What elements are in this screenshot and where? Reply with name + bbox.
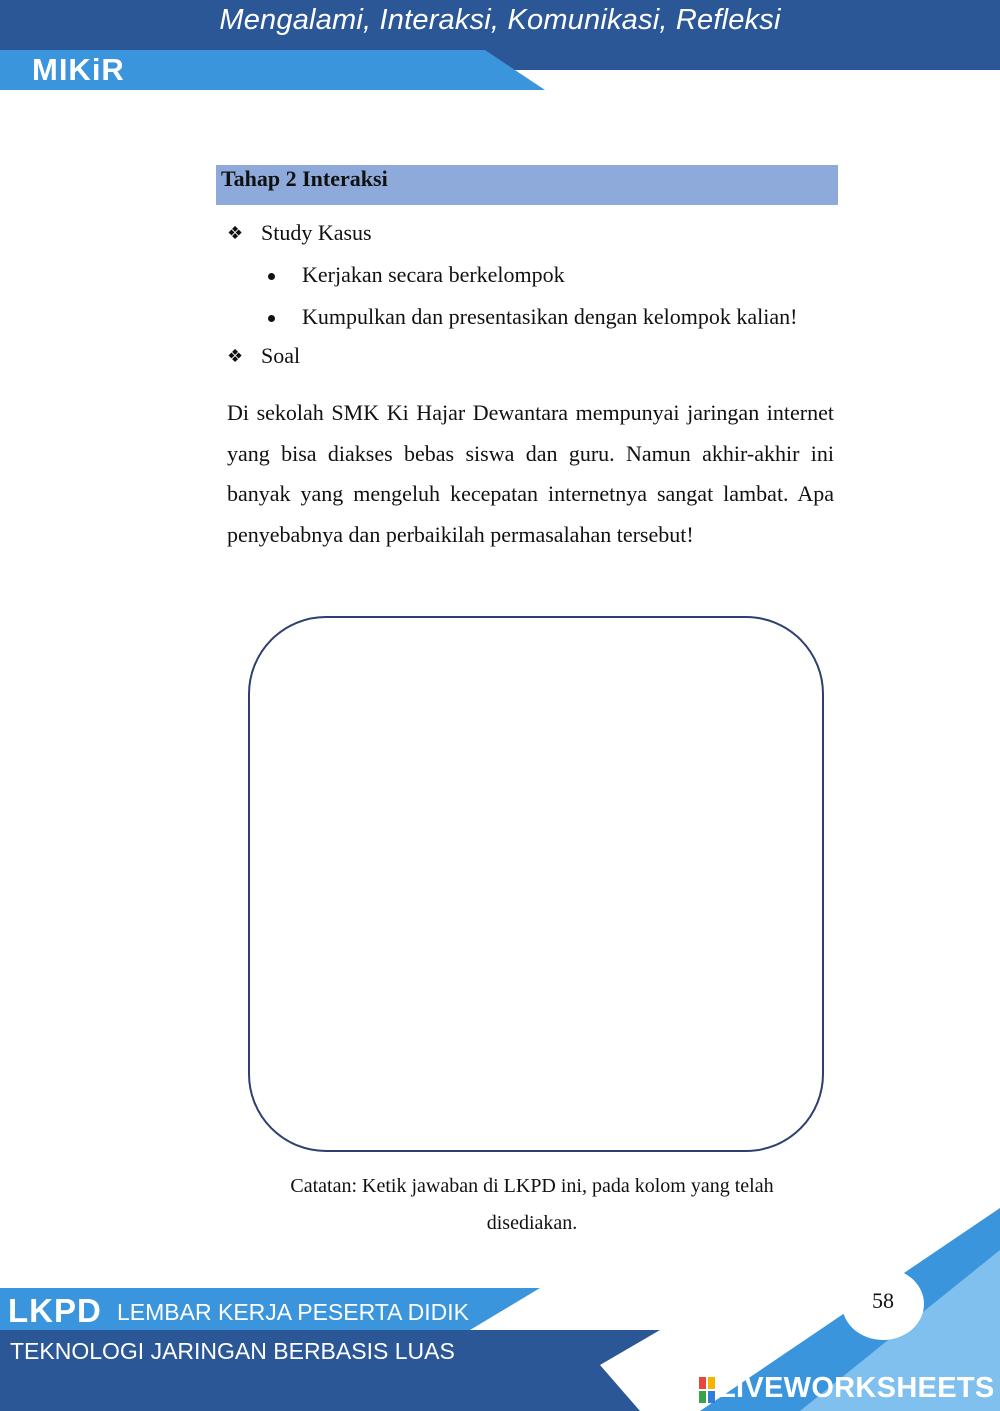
problem-text: Di sekolah SMK Ki Hajar Dewantara mempunyai jaringan internet yang bisa diakses bebas siswa dan guru. Namun akhir-akhir ini banyak yang mengeluh kecepatan internetnya sangat lambat. Apa penyebabnya dan perbaikilah permasalahan tersebut! — [227, 400, 834, 547]
liveworksheets-watermark: LIVEWORKSHEETS — [718, 1372, 995, 1404]
section-title: Tahap 2 Interaksi — [221, 166, 388, 191]
list-item: Kumpulkan dan presentasikan dengan kelompok kalian! — [302, 304, 798, 329]
answer-box[interactable] — [248, 616, 824, 1152]
course-title: TEKNOLOGI JARINGAN BERBASIS LUAS — [10, 1338, 455, 1364]
header-title: Mengalami, Interaksi, Komunikasi, Refleksi — [219, 4, 781, 36]
lkpd-logo: LKPD — [8, 1292, 102, 1329]
bullet-dot-icon — [268, 273, 275, 280]
study-label: Study Kasus — [261, 220, 372, 245]
list-item: Kerjakan secara berkelompok — [302, 262, 565, 287]
lkpd-subtitle: LEMBAR KERJA PESERTA DIDIK — [117, 1299, 469, 1325]
page-number: 58 — [872, 1288, 894, 1313]
note-text: Catatan: Ketik jawaban di LKPD ini, pada kolom yang telah disediakan. — [290, 1175, 774, 1234]
soal-label: Soal — [261, 343, 301, 368]
bullet-dot-icon — [268, 315, 275, 322]
liveworksheets-logo-icon — [699, 1377, 715, 1403]
brand-logo: MIKiR — [32, 52, 125, 87]
diamond-bullet-icon: ❖ — [227, 346, 244, 367]
diamond-bullet-icon: ❖ — [227, 223, 244, 244]
